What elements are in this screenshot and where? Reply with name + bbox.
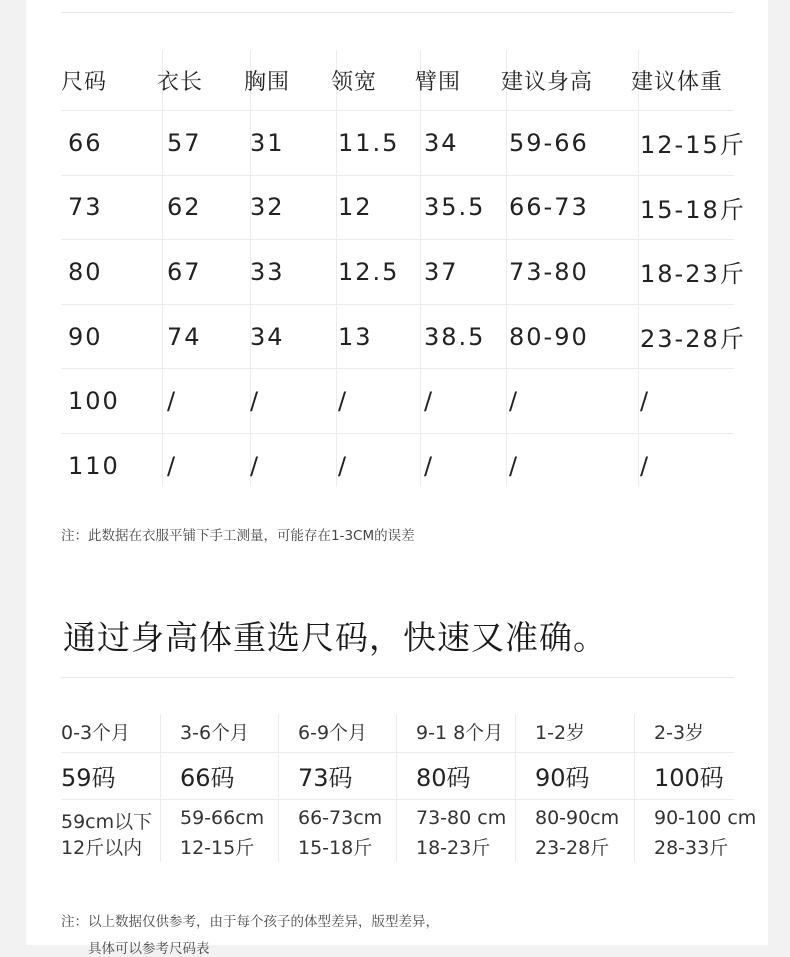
column-divider <box>396 714 397 862</box>
age-range: 1-2岁 <box>535 722 586 744</box>
table-cell: 73-80 <box>509 257 589 286</box>
age-range: 6-9个月 <box>298 722 368 744</box>
table-cell: 31 <box>250 128 285 157</box>
height-range: 59-66cm <box>180 807 265 829</box>
table-cell: 34 <box>250 322 285 351</box>
header-cell: 建议身高 <box>501 69 594 95</box>
table-cell: 18-23斤 <box>640 260 746 289</box>
measurement-note: 注：此数据在衣服平铺下手工测量，可能存在1-3CM的误差 <box>61 528 415 544</box>
table-cell: 23-28斤 <box>640 325 746 354</box>
reference-note-line1: 注：以上数据仅供参考，由于每个孩子的体型差异，版型差异， <box>61 914 439 930</box>
header-cell: 建议体重 <box>631 69 724 95</box>
weight-range: 18-23斤 <box>416 837 491 859</box>
age-range: 3-6个月 <box>180 722 250 744</box>
size-table <box>61 50 746 498</box>
table-cell: 90 <box>68 322 103 351</box>
size-code: 66码 <box>180 764 235 792</box>
table-cell: 80 <box>68 257 103 286</box>
weight-range: 23-28斤 <box>535 837 610 859</box>
table-cell: / <box>167 387 178 416</box>
table-row <box>61 110 746 175</box>
table-cell: / <box>424 387 435 416</box>
table-cell: 62 <box>167 193 202 222</box>
header-cell: 尺码 <box>61 69 108 95</box>
table-header-row <box>61 50 734 110</box>
table-cell: / <box>640 387 651 416</box>
table-cell: 74 <box>167 322 202 351</box>
table-cell: 12.5 <box>338 257 400 286</box>
table-row <box>61 433 734 498</box>
table-cell: / <box>250 451 261 480</box>
size-code: 59码 <box>61 764 116 792</box>
table-cell: / <box>167 451 178 480</box>
table-cell: / <box>338 387 349 416</box>
age-range: 9-1 8个月 <box>416 722 504 744</box>
height-range: 90-100 cm <box>654 807 757 829</box>
size-code: 73码 <box>298 764 353 792</box>
age-range: 2-3岁 <box>654 722 705 744</box>
table-row <box>61 239 746 304</box>
table-cell: / <box>509 387 520 416</box>
table-cell: 32 <box>250 193 285 222</box>
weight-range: 28-33斤 <box>654 837 729 859</box>
table-cell: 12-15斤 <box>640 131 746 160</box>
table-cell: 13 <box>338 322 373 351</box>
size-code: 90码 <box>535 764 590 792</box>
table-cell: 100 <box>68 387 120 416</box>
column-divider <box>160 714 161 862</box>
table-cell: 38.5 <box>424 322 486 351</box>
column-divider <box>515 714 516 862</box>
header-cell: 衣长 <box>157 69 204 95</box>
page <box>26 0 768 957</box>
column-divider <box>278 714 279 862</box>
table-cell: 73 <box>68 193 103 222</box>
section-heading: 通过身高体重选尺码，快速又准确。 <box>63 618 607 657</box>
table-cell: 110 <box>68 451 120 480</box>
height-range: 66-73cm <box>298 807 383 829</box>
table-cell: 66-73 <box>509 193 589 222</box>
table-cell: 12 <box>338 193 373 222</box>
table-row <box>61 368 734 433</box>
table-cell: 35.5 <box>424 193 486 222</box>
size-selection-table <box>61 714 757 862</box>
column-divider <box>634 714 635 862</box>
weight-range: 12斤以内 <box>61 837 143 859</box>
height-range: 80-90cm <box>535 807 620 829</box>
header-cell: 胸围 <box>244 69 291 95</box>
table-cell: 33 <box>250 257 285 286</box>
height-range: 73-80 cm <box>416 807 507 829</box>
size-code: 100码 <box>654 764 724 792</box>
table-cell: 34 <box>424 128 459 157</box>
table-cell: 66 <box>68 128 103 157</box>
table-cell: 59-66 <box>509 128 589 157</box>
table-cell: 67 <box>167 257 202 286</box>
reference-note-line2: 具体可以参考尺码表 <box>88 941 210 957</box>
top-divider <box>61 12 734 13</box>
table-cell: / <box>424 451 435 480</box>
header-cell: 领宽 <box>331 69 378 95</box>
table-cell: 11.5 <box>338 128 400 157</box>
heading-divider <box>61 677 734 678</box>
weight-range: 12-15斤 <box>180 837 255 859</box>
table-cell: / <box>509 451 520 480</box>
table-cell: / <box>338 451 349 480</box>
weight-range: 15-18斤 <box>298 837 373 859</box>
height-range: 59cm以下 <box>61 811 153 833</box>
table-cell: 15-18斤 <box>640 195 746 224</box>
table-cell: 37 <box>424 257 459 286</box>
table-cell: 80-90 <box>509 322 589 351</box>
table-row <box>61 175 746 240</box>
header-cell: 臂围 <box>415 69 462 95</box>
table-cell: / <box>640 451 651 480</box>
size-code: 80码 <box>416 764 471 792</box>
table-cell: / <box>250 387 261 416</box>
age-range: 0-3个月 <box>61 722 131 744</box>
table-cell: 57 <box>167 128 202 157</box>
table-row <box>61 304 746 369</box>
